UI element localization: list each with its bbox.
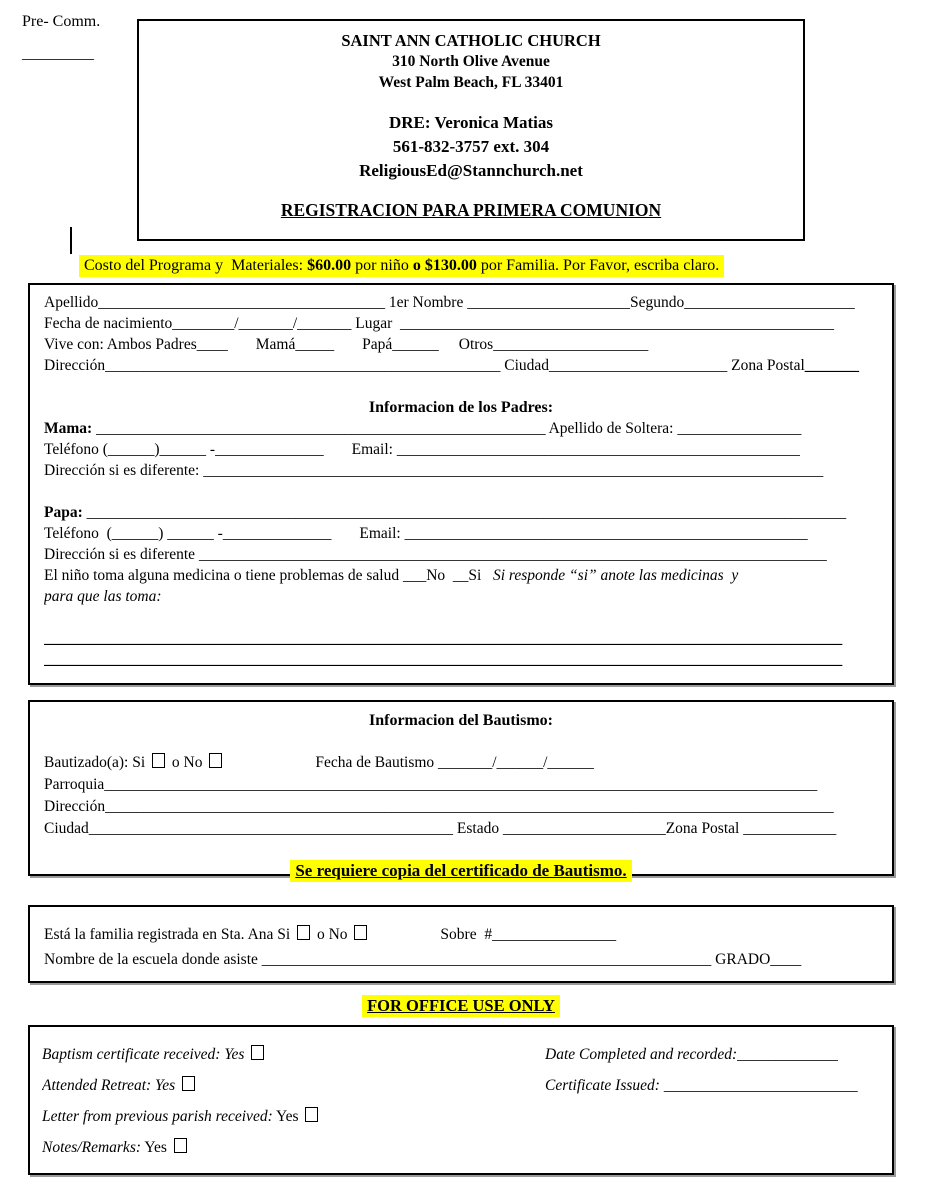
dad-label: Papá xyxy=(362,336,393,353)
office-use-box xyxy=(28,1025,894,1175)
mother-address-blank[interactable]: ________________________________________________________________________________ xyxy=(203,462,824,479)
envelope-number-label: Sobre # xyxy=(440,926,493,943)
cost-text-2: por niño xyxy=(351,257,413,274)
maiden-name-label: Apellido de Soltera: xyxy=(545,420,678,437)
mother-name-blank[interactable]: __________________________________________________________ xyxy=(96,420,546,437)
birthplace-blank[interactable]: ________________________________________________________ xyxy=(400,315,835,332)
family-registration-box xyxy=(28,905,894,983)
row-mother-address xyxy=(44,460,878,481)
father-address-blank[interactable]: _________________________________________________________________________________ xyxy=(198,546,827,563)
church-name: SAINT ANN CATHOLIC CHURCH xyxy=(341,31,601,50)
text-cursor-mark xyxy=(70,227,72,254)
baptized-no-checkbox[interactable] xyxy=(209,753,222,768)
school-name-blank[interactable]: __________________________________________________________ xyxy=(261,951,712,968)
father-label: Papa: xyxy=(44,504,87,521)
date-completed-blank[interactable]: _____________ xyxy=(737,1046,838,1063)
row-school xyxy=(44,947,878,972)
mother-phone-label[interactable]: Teléfono (______)______ -______________ xyxy=(44,441,324,458)
address-blank[interactable]: ___________________________________________________ xyxy=(105,357,501,374)
zip-blank[interactable]: _______ xyxy=(804,357,860,374)
baptism-date-blank[interactable]: _______/______/______ xyxy=(438,754,594,771)
row-parish xyxy=(44,774,878,796)
mother-email-blank[interactable]: ____________________________________________________ xyxy=(396,441,800,458)
row-birthdate xyxy=(44,313,878,334)
certificate-issued-label: Certificate Issued: xyxy=(545,1077,664,1094)
dre-name: DRE: Veronica Matias xyxy=(388,113,553,132)
spacer xyxy=(44,481,878,502)
dad-blank[interactable]: ______ xyxy=(392,336,439,353)
baptism-certificate-notice: Se requiere copia del certificado de Bautismo. xyxy=(290,860,631,882)
apellido-blank[interactable]: _____________________________________ xyxy=(98,294,385,311)
row-mother-name xyxy=(44,418,878,439)
row-father-address xyxy=(44,544,878,565)
row-parish-address xyxy=(44,796,878,818)
spacer xyxy=(44,840,878,860)
medicine-instruction-continued: para que las toma: xyxy=(44,588,162,605)
cost-amount-child: $60.00 xyxy=(307,257,352,274)
notes-remarks-label: Notes/Remarks: xyxy=(42,1139,142,1156)
spacer xyxy=(44,376,878,397)
baptized-yes-checkbox[interactable] xyxy=(152,753,165,768)
birthdate-label: Fecha de nacimiento xyxy=(44,315,173,332)
family-registered-label: Está la familia registrada en Sta. Ana Si xyxy=(44,926,295,943)
cost-text-3: por Familia. Por Favor, escriba claro. xyxy=(476,257,720,274)
lives-with-label: Vive con: Ambos Padres xyxy=(44,336,197,353)
church-address-line1: 310 North Olive Avenue xyxy=(392,53,550,70)
parish-zip-blank[interactable]: ____________ xyxy=(743,820,837,837)
row-baptized xyxy=(44,752,878,774)
pre-comm-blank-line[interactable]: _________ xyxy=(22,45,94,62)
attended-retreat-checkbox[interactable] xyxy=(182,1076,195,1091)
others-blank[interactable]: ____________________ xyxy=(493,336,649,353)
father-phone-label[interactable]: Teléfono (______) ______ -______________ xyxy=(44,525,332,542)
father-name-blank[interactable]: __________________________________________________________________________________________________ xyxy=(86,504,847,521)
student-info-box xyxy=(28,283,894,685)
row-certificate-issued xyxy=(545,1070,858,1101)
registered-no-checkbox[interactable] xyxy=(354,925,367,940)
parish-address-blank[interactable]: ______________________________________________________________________________________________ xyxy=(105,798,834,815)
row-father-name xyxy=(44,502,878,523)
mother-address-label: Dirección si es diferente: xyxy=(44,462,204,479)
church-address-line2: West Palm Beach, FL 33401 xyxy=(378,74,564,91)
row-date-completed xyxy=(545,1039,858,1070)
medicine-answer-line-2[interactable]: _______________________________________________________________________________________________________ xyxy=(44,651,843,668)
baptism-date-label: Fecha de Bautismo xyxy=(315,754,439,771)
mom-blank[interactable]: _____ xyxy=(295,336,335,353)
baptism-section-title: Informacion del Bautismo: xyxy=(369,712,553,729)
row-father-phone xyxy=(44,523,878,544)
envelope-number-blank[interactable]: ________________ xyxy=(492,926,617,943)
grade-blank[interactable]: ____ xyxy=(770,951,802,968)
cost-text-1: Costo del Programa y Materiales: xyxy=(84,257,308,274)
both-parents-blank[interactable]: ____ xyxy=(196,336,228,353)
baptism-cert-received-checkbox[interactable] xyxy=(251,1045,264,1060)
row-notes-remarks xyxy=(42,1132,880,1163)
dre-phone: 561-832-3757 ext. 304 xyxy=(392,137,550,156)
baptism-notice-row xyxy=(44,860,878,882)
row-letter-received xyxy=(42,1101,880,1132)
city-blank[interactable]: _______________________ xyxy=(549,357,728,374)
notes-remarks-yes-label: Yes xyxy=(141,1139,171,1156)
office-right-column xyxy=(545,1039,858,1101)
header-box xyxy=(137,19,805,241)
parish-state-label: Estado xyxy=(453,820,503,837)
row-family-registered xyxy=(44,922,878,947)
mom-label: Mamá xyxy=(255,336,296,353)
row-lives-with xyxy=(44,334,878,355)
medicine-answer-line-1[interactable]: _______________________________________________________________________________________________________ xyxy=(44,630,843,647)
row-mother-phone xyxy=(44,439,878,460)
row-address xyxy=(44,355,878,376)
parish-blank[interactable]: ____________________________________________________________________________________________ xyxy=(104,776,818,793)
parish-address-label: Dirección xyxy=(44,798,106,815)
spacer xyxy=(44,732,878,752)
parish-label: Parroquia xyxy=(44,776,105,793)
grade-label: GRADO xyxy=(711,951,771,968)
letter-received-yes-label: Yes xyxy=(272,1108,303,1125)
birthplace-label: Lugar xyxy=(351,315,401,332)
second-name-blank[interactable]: ______________________ xyxy=(684,294,855,311)
form-title: REGISTRACION PARA PRIMERA COMUNION xyxy=(280,200,662,220)
office-use-heading-row xyxy=(28,995,894,1017)
first-name-blank[interactable]: _____________________ xyxy=(467,294,630,311)
row-parish-city xyxy=(44,818,878,840)
parish-city-blank[interactable]: _______________________________________________ xyxy=(88,820,454,837)
notes-remarks-checkbox[interactable] xyxy=(174,1138,187,1153)
date-completed-label: Date Completed and recorded: xyxy=(545,1046,738,1063)
pre-comm-corner xyxy=(22,12,100,64)
attended-retreat-label: Attended Retreat: Yes xyxy=(42,1077,180,1094)
cost-amount-family: o $130.00 xyxy=(412,257,477,274)
registered-yes-checkbox[interactable] xyxy=(297,925,310,940)
mother-label: Mama: xyxy=(44,420,97,437)
office-use-heading: FOR OFFICE USE ONLY xyxy=(362,995,560,1017)
father-address-label: Dirección si es diferente xyxy=(44,546,199,563)
cost-notice xyxy=(79,255,724,277)
school-name-label: Nombre de la escuela donde asiste xyxy=(44,951,262,968)
apellido-label: Apellido xyxy=(44,294,99,311)
second-name-label: Segundo xyxy=(629,294,685,311)
father-email-blank[interactable]: ____________________________________________________ xyxy=(404,525,808,542)
first-name-label: 1er Nombre xyxy=(385,294,468,311)
spacer xyxy=(44,607,878,628)
parents-section-title: Informacion de los Padres: xyxy=(368,399,554,416)
baptized-no-label: o No xyxy=(168,754,207,771)
baptized-label: Bautizado(a): Si xyxy=(44,754,150,771)
city-label: Ciudad xyxy=(500,357,550,374)
others-label: Otros xyxy=(458,336,494,353)
certificate-issued-blank[interactable]: _________________________ xyxy=(663,1077,858,1094)
dre-email: ReligiousEd@Stannchurch.net xyxy=(359,161,583,180)
pre-comm-label: Pre- Comm. xyxy=(22,13,101,30)
birthdate-blank[interactable]: ________/_______/_______ xyxy=(172,315,352,332)
zip-label: Zona Postal xyxy=(727,357,805,374)
baptism-info-box xyxy=(28,700,894,880)
parish-city-label: Ciudad xyxy=(44,820,89,837)
medicine-question-label[interactable]: El niño toma alguna medicina o tiene problemas de salud ___No __Si xyxy=(44,567,493,584)
parish-state-blank[interactable]: _____________________ xyxy=(502,820,666,837)
letter-received-label: Letter from previous parish received: xyxy=(42,1108,273,1125)
father-email-label: Email: xyxy=(359,525,405,542)
row-medicine-question xyxy=(44,565,878,586)
address-label: Dirección xyxy=(44,357,106,374)
registered-no-label: o No xyxy=(313,926,352,943)
row-name xyxy=(44,292,878,313)
parish-zip-label: Zona Postal xyxy=(665,820,744,837)
letter-received-checkbox[interactable] xyxy=(305,1107,318,1122)
baptism-cert-received-label: Baptism certificate received: Yes xyxy=(42,1046,249,1063)
maiden-name-blank[interactable]: ________________ xyxy=(677,420,802,437)
mother-email-label: Email: xyxy=(351,441,397,458)
medicine-instruction-italic: Si responde “si” anote las medicinas y xyxy=(492,567,739,584)
